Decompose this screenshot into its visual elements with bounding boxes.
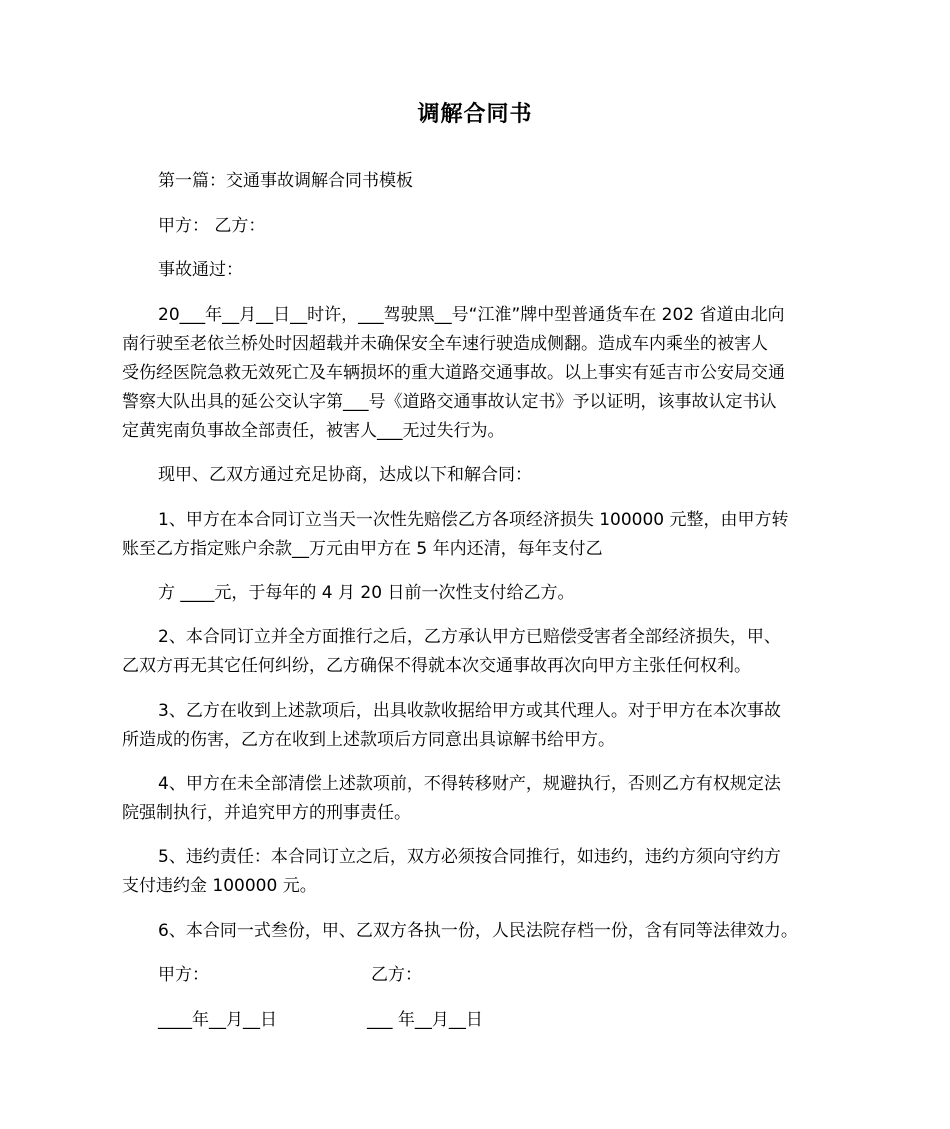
agreement-intro: 现甲、乙双方通过充足协商，达成以下和解合同： xyxy=(158,465,532,485)
clause-1-line-2: 账至乙方指定账户余款__万元由甲方在 5 年内还清，每年支付乙 xyxy=(122,539,603,559)
clause-3-line-2: 所造成的伤害，乙方在收到上述款项后方同意出具谅解书给甲方。 xyxy=(122,730,615,750)
clause-5-line-2: 支付违约金 100000 元。 xyxy=(122,876,317,896)
party-a-signature-label: 甲方： xyxy=(158,965,209,985)
accident-line-3: 受伤经医院急救无效死亡及车辆损坏的重大道路交通事故。以上事实有延吉市公安局交通 xyxy=(122,363,785,383)
accident-heading: 事故通过： xyxy=(158,260,243,280)
clause-4 xyxy=(122,770,834,828)
clause-5-line-1: 5、违约责任：本合同订立之后，双方必须按合同推行，如违约，违约方须向守约方 xyxy=(158,847,781,867)
clause-4-line-1: 4、甲方在未全部清偿上述款项前，不得转移财产，规避执行，否则乙方有权规定法 xyxy=(158,774,781,794)
clause-5 xyxy=(122,843,834,901)
clause-4-line-2: 院强制执行，并追究甲方的刑事责任。 xyxy=(122,803,411,823)
document-title: 调解合同书 xyxy=(417,102,533,127)
accident-line-2: 南行驶至老依兰桥处时因超载并未确保安全车速行驶造成侧翻。造成车内乘坐的被害人 xyxy=(122,334,768,354)
accident-line-5: 定黄宪南负事故全部责任，被害人___无过失行为。 xyxy=(122,421,505,441)
party-b-signature-label: 乙方： xyxy=(371,965,422,985)
clause-3 xyxy=(122,697,834,755)
clause-1-line-1: 1、甲方在本合同订立当天一次性先赔偿乙方各项经济损失 100000 元整，由甲方转 xyxy=(158,510,789,530)
accident-paragraph xyxy=(122,301,834,446)
parties-line: 甲方： 乙方： xyxy=(158,216,266,236)
clause-1-continued: 方 ____元，于每年的 4 月 20 日前一次性支付给乙方。 xyxy=(158,583,575,603)
clause-2-line-1: 2、本合同订立并全方面推行之后，乙方承认甲方已赔偿受害者全部经济损失，甲、 xyxy=(158,627,781,647)
clause-1 xyxy=(122,506,834,564)
clause-2-line-2: 乙双方再无其它任何纠纷，乙方确保不得就本次交通事故再次向甲方主张任何权利。 xyxy=(122,656,751,676)
party-a-date: ____年__月__日 xyxy=(158,1010,277,1030)
accident-line-1: 20___年__月__日__时许，___驾驶黑__号“江淮”牌中型普通货车在 202 省道由北向 xyxy=(158,305,785,325)
subtitle-paragraph: 第一篇：交通事故调解合同书模板 xyxy=(158,171,413,191)
accident-line-4: 警察大队出具的延公交认字第___号《道路交通事故认定书》予以证明，该事故认定书认 xyxy=(122,392,777,412)
party-b-date: ___ 年__月__日 xyxy=(367,1010,483,1030)
clause-3-line-1: 3、乙方在收到上述款项后，出具收款收据给甲方或其代理人。对于甲方在本次事故 xyxy=(158,701,781,721)
clause-6: 6、本合同一式叁份，甲、乙双方各执一份，人民法院存档一份，含有同等法律效力。 xyxy=(158,921,798,941)
clause-2 xyxy=(122,623,834,681)
